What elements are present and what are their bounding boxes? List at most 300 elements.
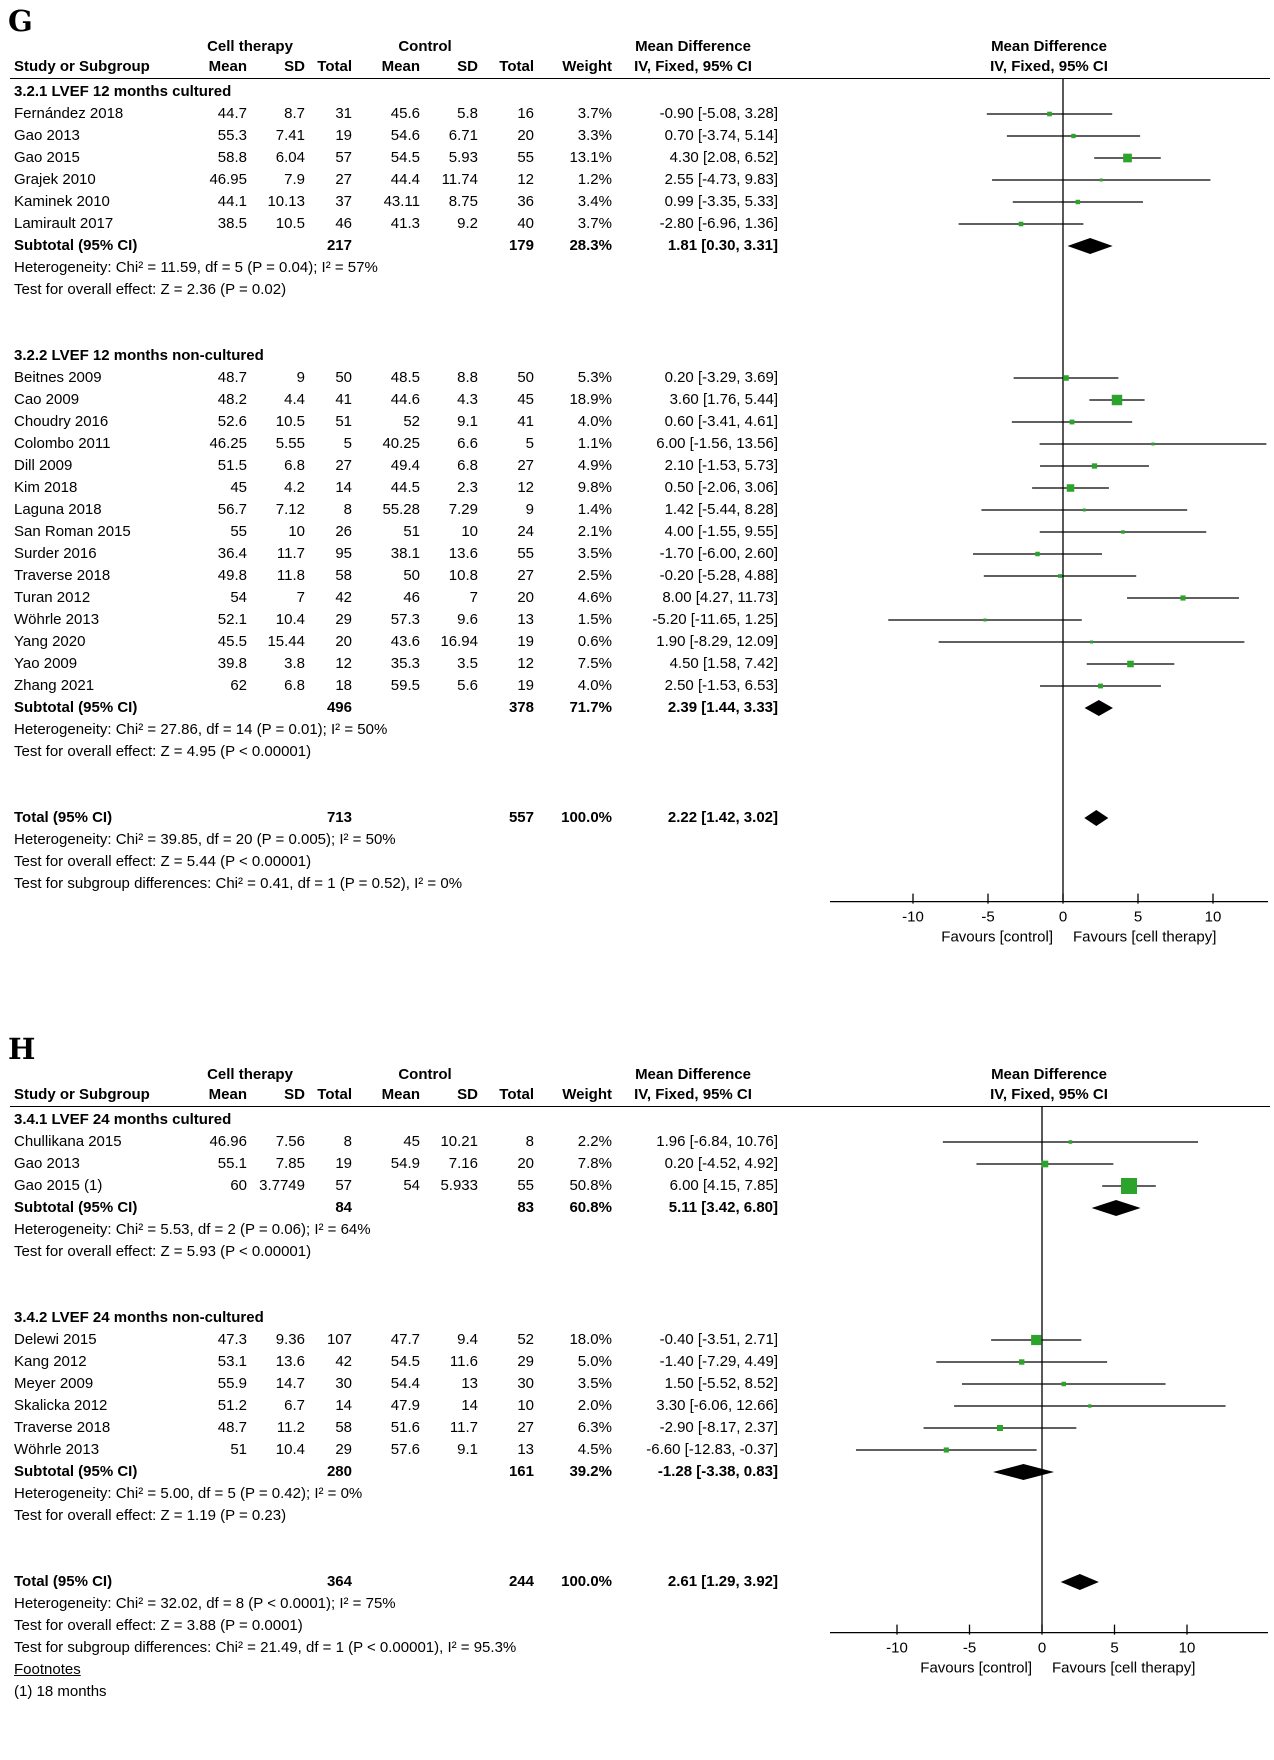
mean2-cell: 57.3 [390,611,420,628]
text-row [0,1219,1274,1241]
mean2-cell: 48.5 [390,369,420,386]
study-row [0,411,1274,433]
ci-text-cell: -0.90 [-5.08, 3.28] [659,105,778,122]
total2-col-header: Total [499,58,534,75]
statistics-text: Heterogeneity: Chi² = 11.59, df = 5 (P = 0.04); I² = 57% [14,259,378,276]
total2-cell: 55 [517,149,534,166]
mean2-cell: 52 [403,413,420,430]
study-label: Cao 2009 [14,391,80,408]
mean2-cell: 45 [403,1133,420,1150]
header-underline [10,78,1270,79]
column-headers [0,1066,1274,1106]
mean1-cell: 62 [230,677,247,694]
statistics-text: Test for overall effect: Z = 4.95 (P < 0.00001) [14,743,312,760]
ci-text-cell: 3.60 [1.76, 5.44] [669,391,778,408]
subgroup-section-title: 3.2.2 LVEF 12 months non-cultured [14,347,264,364]
sd2-cell: 6.6 [457,435,478,452]
sd2-cell: 5.933 [440,1177,478,1194]
weight-cell: 0.6% [577,633,612,650]
total-label: Total (95% CI) [14,809,113,826]
weight-cell: 2.5% [577,567,612,584]
study-label: Laguna 2018 [14,501,102,518]
total1-cell: 84 [335,1199,352,1216]
mean2-cell: 50 [403,567,420,584]
total1-col-header: Total [317,58,352,75]
ci-text-cell: 2.50 [-1.53, 6.53] [664,677,778,694]
weight-col-header: Weight [562,1086,612,1103]
sd2-cell: 6.71 [448,127,478,144]
mean1-cell: 56.7 [217,501,247,518]
sd2-cell: 4.3 [457,391,478,408]
statistics-text: Test for overall effect: Z = 3.88 (P = 0.0001) [14,1617,303,1634]
sd2-cell: 9.1 [457,413,478,430]
mean2-cell: 43.6 [390,633,420,650]
total1-col-header: Total [317,1086,352,1103]
study-label: Colombo 2011 [14,435,111,452]
axis-tick-label: 0 [1058,908,1068,926]
mean1-cell: 58.8 [217,149,247,166]
total1-cell: 14 [335,479,352,496]
total1-cell: 19 [335,127,352,144]
weight-cell: 1.1% [577,435,612,452]
group-header-control: Control [398,1066,452,1083]
mean2-col-header: Mean [381,1086,420,1103]
weight-cell: 4.5% [577,1441,612,1458]
subtotal-row [0,697,1274,719]
sd2-cell: 9.4 [457,1331,478,1348]
total1-cell: 42 [335,589,352,606]
md-header-plot-col: Mean Difference [991,1066,1107,1083]
ci-text-cell: 0.60 [-3.41, 4.61] [664,413,778,430]
section-row [0,345,1274,367]
weight-cell: 9.8% [577,479,612,496]
total2-col-header: Total [499,1086,534,1103]
total2-cell: 19 [517,677,534,694]
sd1-cell: 3.8 [284,655,305,672]
mean2-cell: 44.6 [390,391,420,408]
total1-cell: 26 [335,523,352,540]
study-label: Fernández 2018 [14,105,124,122]
weight-cell: 4.6% [577,589,612,606]
iv-ci-header-plot-col: IV, Fixed, 95% CI [990,1086,1108,1103]
weight-cell: 3.5% [577,1375,612,1392]
total1-cell: 30 [335,1375,352,1392]
iv-ci-header-text-col: IV, Fixed, 95% CI [634,58,752,75]
footnotes-heading: Footnotes [14,1661,81,1678]
text-row [0,257,1274,279]
statistics-text: (1) 18 months [14,1683,107,1700]
subtotal-row [0,235,1274,257]
sd2-cell: 9.6 [457,611,478,628]
iv-ci-header-plot-col: IV, Fixed, 95% CI [990,58,1108,75]
total2-cell: 5 [525,435,534,452]
weight-cell: 60.8% [569,1199,612,1216]
axis-tick-label: 10 [1204,908,1222,926]
weight-cell: 5.0% [577,1353,612,1370]
sd1-cell: 7.85 [275,1155,305,1172]
mean2-cell: 41.3 [390,215,420,232]
weight-cell: 13.1% [569,149,612,166]
study-row [0,609,1274,631]
ci-text-cell: 4.30 [2.08, 6.52] [669,149,778,166]
mean2-cell: 44.4 [390,171,420,188]
panel-g [0,6,1274,958]
mean2-cell: 55.28 [382,501,420,518]
mean2-cell: 54.6 [390,127,420,144]
statistics-text: Heterogeneity: Chi² = 39.85, df = 20 (P = 0.005); I² = 50% [14,831,396,848]
total1-cell: 27 [335,457,352,474]
study-label: Choudry 2016 [14,413,109,430]
mean1-cell: 45 [230,479,247,496]
weight-cell: 7.5% [577,655,612,672]
mean1-col-header: Mean [208,1086,247,1103]
total1-cell: 27 [335,171,352,188]
subtotal-label: Subtotal (95% CI) [14,699,138,716]
study-row [0,653,1274,675]
study-label: Gao 2015 [14,149,80,166]
total2-cell: 20 [517,1155,534,1172]
sd2-cell: 11.7 [449,1419,478,1436]
sd1-cell: 6.04 [275,149,305,166]
text-row [0,741,1274,763]
study-label: Zhang 2021 [14,677,95,694]
ci-text-cell: -1.28 [-3.38, 0.83] [657,1463,778,1480]
statistics-text: Heterogeneity: Chi² = 27.86, df = 14 (P = 0.01); I² = 50% [14,721,388,738]
ci-text-cell: -1.70 [-6.00, 2.60] [659,545,778,562]
sd1-cell: 10 [288,523,305,540]
favours-left-label: Favours [control] [941,928,1053,946]
study-row [0,147,1274,169]
weight-cell: 100.0% [561,1573,612,1590]
mean1-col-header: Mean [208,58,247,75]
ci-text-cell: -0.20 [-5.28, 4.88] [659,567,778,584]
study-row [0,103,1274,125]
total-row [0,807,1274,829]
total1-cell: 29 [335,611,352,628]
sd1-cell: 4.4 [284,391,305,408]
mean1-cell: 46.95 [209,171,247,188]
text-row [0,1681,1274,1703]
sd1-cell: 10.5 [275,413,305,430]
study-label: Traverse 2018 [14,1419,111,1436]
axis-tick-label: 5 [1133,908,1143,926]
mean1-cell: 55.1 [217,1155,247,1172]
axis-tick-label: -10 [886,1639,908,1657]
mean1-cell: 51 [230,1441,247,1458]
ci-text-cell: 2.39 [1.44, 3.33] [667,699,778,716]
section-row [0,1109,1274,1131]
statistics-text: Test for overall effect: Z = 2.36 (P = 0.02) [14,281,287,298]
study-row [0,543,1274,565]
total2-cell: 20 [517,127,534,144]
subtotal-row [0,1197,1274,1219]
ci-text-cell: 1.50 [-5.52, 8.52] [664,1375,778,1392]
mean2-cell: 47.7 [390,1331,420,1348]
weight-cell: 2.1% [577,523,612,540]
ci-text-cell: 0.50 [-2.06, 3.06] [664,479,778,496]
sd2-cell: 7 [469,589,478,606]
total1-cell: 8 [343,501,352,518]
study-label: Gao 2013 [14,127,80,144]
total1-cell: 57 [335,149,352,166]
sd2-cell: 7.16 [448,1155,478,1172]
weight-col-header: Weight [562,58,612,75]
total2-cell: 244 [508,1573,534,1590]
study-row [0,169,1274,191]
text-row [0,1593,1274,1615]
sd1-cell: 7.12 [275,501,305,518]
ci-text-cell: 2.55 [-4.73, 9.83] [664,171,778,188]
sd2-cell: 8.8 [457,369,478,386]
total1-cell: 280 [326,1463,352,1480]
study-label: Beitnes 2009 [14,369,102,386]
mean1-cell: 52.6 [217,413,247,430]
sd1-cell: 9 [296,369,305,386]
sd2-cell: 9.1 [457,1441,478,1458]
ci-text-cell: 0.70 [-3.74, 5.14] [664,127,778,144]
mean1-cell: 48.7 [217,369,247,386]
weight-cell: 39.2% [569,1463,612,1480]
study-row [0,587,1274,609]
study-row [0,1329,1274,1351]
total1-cell: 50 [335,369,352,386]
sd1-cell: 4.2 [284,479,305,496]
mean1-cell: 48.7 [217,1419,247,1436]
study-row [0,367,1274,389]
text-row [0,1483,1274,1505]
text-row [0,873,1274,895]
subgroup-section-title: 3.4.1 LVEF 24 months cultured [14,1111,232,1128]
ci-text-cell: -6.60 [-12.83, -0.37] [646,1441,778,1458]
axis-tick-label: -10 [902,908,924,926]
sd1-cell: 10.5 [275,215,305,232]
sd1-cell: 6.8 [284,677,305,694]
study-row [0,213,1274,235]
total2-cell: 378 [508,699,534,716]
favours-left-label: Favours [control] [920,1659,1032,1677]
sd1-cell: 10.4 [275,1441,305,1458]
axis-tick-label: 0 [1037,1639,1047,1657]
weight-cell: 50.8% [569,1177,612,1194]
weight-cell: 6.3% [577,1419,612,1436]
total1-cell: 57 [335,1177,352,1194]
ci-text-cell: 3.30 [-6.06, 12.66] [656,1397,778,1414]
sd2-cell: 10.21 [440,1133,478,1150]
total2-cell: 50 [517,369,534,386]
total2-cell: 161 [508,1463,534,1480]
axis-tick-label: -5 [981,908,995,926]
weight-cell: 4.0% [577,413,612,430]
text-row [0,1615,1274,1637]
sd2-cell: 7.29 [448,501,478,518]
study-label: Skalicka 2012 [14,1397,108,1414]
total2-cell: 9 [525,501,534,518]
study-label: Kang 2012 [14,1353,87,1370]
statistics-text: Test for overall effect: Z = 5.44 (P < 0.00001) [14,853,312,870]
study-label: Wöhrle 2013 [14,1441,100,1458]
mean1-cell: 52.1 [217,611,247,628]
mean1-cell: 49.8 [217,567,247,584]
weight-cell: 71.7% [569,699,612,716]
group-header-control: Control [398,38,452,55]
mean2-col-header: Mean [381,58,420,75]
total1-cell: 95 [335,545,352,562]
total1-cell: 713 [326,809,352,826]
mean2-cell: 54.9 [390,1155,420,1172]
mean1-cell: 60 [230,1177,247,1194]
study-label: Wöhrle 2013 [14,611,100,628]
total2-cell: 20 [517,589,534,606]
weight-cell: 3.7% [577,215,612,232]
study-label: San Roman 2015 [14,523,131,540]
sd2-col-header: SD [457,58,478,75]
sd2-cell: 8.75 [448,193,478,210]
study-col-header: Study or Subgroup [14,58,150,75]
mean1-cell: 39.8 [217,655,247,672]
total2-cell: 55 [517,545,534,562]
group-header-cell-therapy: Cell therapy [207,38,293,55]
weight-cell: 3.4% [577,193,612,210]
sd2-cell: 14 [461,1397,478,1414]
header-underline [10,1106,1270,1107]
total1-cell: 58 [335,567,352,584]
study-row [0,499,1274,521]
mean1-cell: 44.1 [217,193,247,210]
total2-cell: 557 [508,809,534,826]
text-row [0,851,1274,873]
total2-cell: 29 [517,1353,534,1370]
ci-text-cell: 1.90 [-8.29, 12.09] [656,633,778,650]
text-row [0,1241,1274,1263]
favours-right-label: Favours [cell therapy] [1073,928,1217,946]
total1-cell: 31 [335,105,352,122]
mean2-cell: 47.9 [390,1397,420,1414]
total2-cell: 19 [517,633,534,650]
study-label: Kim 2018 [14,479,78,496]
total1-cell: 19 [335,1155,352,1172]
sd1-cell: 15.44 [267,633,305,650]
total1-cell: 58 [335,1419,352,1436]
total2-cell: 13 [517,611,534,628]
statistics-text: Heterogeneity: Chi² = 5.53, df = 2 (P = 0.06); I² = 64% [14,1221,371,1238]
mean2-cell: 54.5 [390,149,420,166]
ci-text-cell: -2.80 [-6.96, 1.36] [659,215,778,232]
study-row [0,1373,1274,1395]
mean1-cell: 55.9 [217,1375,247,1392]
study-label: Yang 2020 [14,633,86,650]
ci-text-cell: 4.50 [1.58, 7.42] [669,655,778,672]
study-label: Kaminek 2010 [14,193,110,210]
sd1-cell: 5.55 [275,435,305,452]
statistics-text: Test for overall effect: Z = 1.19 (P = 0.23) [14,1507,287,1524]
total1-cell: 12 [335,655,352,672]
total2-cell: 45 [517,391,534,408]
total1-cell: 20 [335,633,352,650]
ci-text-cell: 6.00 [4.15, 7.85] [669,1177,778,1194]
subtotal-label: Subtotal (95% CI) [14,237,138,254]
md-header-text-col: Mean Difference [635,38,751,55]
total-label: Total (95% CI) [14,1573,113,1590]
mean1-cell: 55.3 [217,127,247,144]
total2-cell: 13 [517,1441,534,1458]
study-col-header: Study or Subgroup [14,1086,150,1103]
sd1-cell: 13.6 [275,1353,305,1370]
study-label: Gao 2015 (1) [14,1177,103,1194]
weight-cell: 18.0% [569,1331,612,1348]
study-label: Lamirault 2017 [14,215,114,232]
total1-cell: 51 [335,413,352,430]
total2-cell: 27 [517,1419,534,1436]
mean1-cell: 38.5 [217,215,247,232]
total2-cell: 27 [517,567,534,584]
mean1-cell: 55 [230,523,247,540]
sd2-col-header: SD [457,1086,478,1103]
mean1-cell: 48.2 [217,391,247,408]
study-label: Traverse 2018 [14,567,111,584]
ci-text-cell: -0.40 [-3.51, 2.71] [659,1331,778,1348]
mean2-cell: 59.5 [390,677,420,694]
panel-h [0,1034,1274,1734]
study-row [0,565,1274,587]
sd1-cell: 7 [296,589,305,606]
study-label: Meyer 2009 [14,1375,94,1392]
subtotal-row [0,1461,1274,1483]
statistics-text: Test for overall effect: Z = 5.93 (P < 0.00001) [14,1243,312,1260]
mean1-cell: 51.2 [217,1397,247,1414]
study-label: Yao 2009 [14,655,78,672]
statistics-text: Test for subgroup differences: Chi² = 21.49, df = 1 (P < 0.00001), I² = 95.3% [14,1639,517,1656]
total1-cell: 41 [335,391,352,408]
text-row [0,279,1274,301]
weight-cell: 1.4% [577,501,612,518]
ci-text-cell: 4.00 [-1.55, 9.55] [664,523,778,540]
sd2-cell: 13 [461,1375,478,1392]
study-row [0,389,1274,411]
mean1-cell: 44.7 [217,105,247,122]
weight-cell: 2.0% [577,1397,612,1414]
mean1-cell: 51.5 [217,457,247,474]
study-label: Gao 2013 [14,1155,80,1172]
mean1-cell: 46.96 [209,1133,247,1150]
sd1-col-header: SD [284,58,305,75]
study-label: Dill 2009 [14,457,73,474]
sd2-cell: 5.93 [448,149,478,166]
sd2-cell: 16.94 [440,633,478,650]
section-row [0,81,1274,103]
sd2-cell: 2.3 [457,479,478,496]
subtotal-label: Subtotal (95% CI) [14,1199,138,1216]
total2-cell: 16 [517,105,534,122]
weight-cell: 18.9% [569,391,612,408]
total2-cell: 55 [517,1177,534,1194]
ci-text-cell: 1.81 [0.30, 3.31] [667,237,778,254]
mean2-cell: 35.3 [390,655,420,672]
mean2-cell: 51 [403,523,420,540]
total1-cell: 14 [335,1397,352,1414]
sd1-cell: 6.8 [284,457,305,474]
total2-cell: 30 [517,1375,534,1392]
study-row [0,433,1274,455]
footnote_header-row [0,1659,1274,1681]
study-row [0,675,1274,697]
sd1-cell: 8.7 [284,105,305,122]
mean1-cell: 36.4 [217,545,247,562]
total2-cell: 36 [517,193,534,210]
total1-cell: 107 [326,1331,352,1348]
subgroup-section-title: 3.4.2 LVEF 24 months non-cultured [14,1309,264,1326]
sd1-cell: 6.7 [284,1397,305,1414]
study-row [0,1395,1274,1417]
